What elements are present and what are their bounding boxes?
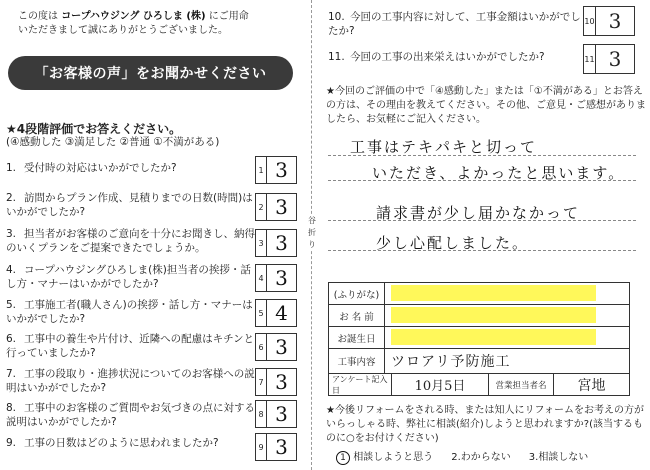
- question-3: [6, 227, 256, 255]
- answer-value: 4: [275, 301, 288, 325]
- question-text: 工事施工者(職人さん)の挨拶・話し方・マナーはいかがでしたか?: [6, 299, 253, 325]
- survey-date-label: アンケート記入日: [329, 374, 392, 395]
- question-number: 10.: [328, 11, 345, 23]
- question-text: コープハウジングひろしま(株)担当者の挨拶・話し方・マナーはいかがでしたか?: [6, 264, 251, 290]
- question-text: 工事中のお客様のご質問やお気づきの点に対する説明はいかがでしたか?: [6, 402, 255, 428]
- furigana-field[interactable]: [385, 283, 629, 304]
- intro-post: にご用命: [208, 11, 249, 22]
- comment-handwriting-2: いただき、よかったと思います。: [372, 164, 626, 182]
- option-1-label: 相談しようと思う: [353, 452, 434, 463]
- question-number: 7.: [6, 368, 17, 380]
- answer-box-2[interactable]: [255, 193, 297, 221]
- redaction-highlight: [391, 329, 596, 345]
- answer-box-6[interactable]: [255, 333, 297, 361]
- redaction-highlight: [391, 307, 596, 323]
- answer-index: 9: [256, 434, 267, 460]
- answer-box-3[interactable]: [255, 229, 297, 257]
- answer-index: 11: [584, 45, 596, 73]
- question-number: 1.: [6, 162, 17, 174]
- staff-value[interactable]: 宮地: [577, 377, 606, 394]
- birthday-field[interactable]: [385, 327, 629, 348]
- answer-value: 3: [275, 370, 288, 394]
- answer-box-8[interactable]: [255, 400, 297, 428]
- option-1-number: 1: [336, 451, 350, 465]
- answer-box-10[interactable]: [583, 6, 635, 36]
- answer-box-5[interactable]: [255, 299, 297, 327]
- answer-value: 3: [275, 195, 288, 219]
- question-6: [6, 332, 256, 360]
- company-name: コープハウジング ひろしま (株): [61, 11, 206, 22]
- question-text: 受付時の対応はいかがでしたか?: [24, 162, 177, 174]
- question-1: [6, 161, 256, 175]
- option-1[interactable]: [336, 448, 433, 465]
- customer-info-table: [328, 282, 630, 396]
- question-number: 5.: [6, 299, 17, 311]
- redaction-highlight: [391, 285, 596, 301]
- answer-box-9[interactable]: [255, 433, 297, 461]
- work-field[interactable]: [385, 349, 629, 373]
- answer-box-11[interactable]: [583, 44, 635, 74]
- answer-index: 4: [256, 265, 267, 291]
- question-7: [6, 367, 256, 395]
- answer-value: 3: [608, 47, 622, 71]
- left-column: [0, 0, 305, 470]
- question-number: 11.: [328, 51, 345, 63]
- question-8: [6, 401, 256, 429]
- birthday-label: お誕生日: [329, 327, 385, 348]
- comment-handwriting-1: 工事はテキパキと切って: [350, 138, 538, 156]
- furigana-label: (ふりがな): [329, 283, 385, 304]
- question-text: 工事中の養生や片付け、近隣への配慮はキチンと行っていましたか?: [6, 333, 255, 359]
- question-5: [6, 298, 256, 326]
- question-text: 訪問からプラン作成、見積りまでの日数(時間)はいかがでしたか?: [6, 192, 253, 218]
- furigana-row: [329, 283, 629, 305]
- name-field[interactable]: [385, 305, 629, 326]
- question-number: 8.: [6, 402, 17, 414]
- question-number: 4.: [6, 264, 17, 276]
- question-number: 2.: [6, 192, 17, 204]
- answer-value: 3: [275, 402, 288, 426]
- question-number: 3.: [6, 228, 17, 240]
- answer-value: 3: [608, 9, 622, 33]
- intro-line2: いただきまして誠にありがとうございました。: [18, 25, 228, 36]
- future-question: ★今後リフォームをされる時、または知人にリフォームをお考えの方がいらっしゃる時、弊社に相談(紹介)しようと思われますか?(該当するものに○をお付けください): [326, 405, 644, 444]
- banner-title: 「お客様の声」をお聞かせください: [34, 66, 267, 82]
- name-row: [329, 305, 629, 327]
- intro-pre: この度は: [18, 11, 58, 22]
- answer-index: 8: [256, 401, 267, 427]
- staff-label: 営業担当者名: [489, 374, 554, 395]
- intro-text: [18, 10, 303, 38]
- question-text: 工事の日数はどのように思われましたか?: [24, 437, 219, 449]
- option-2-number: 2: [451, 452, 458, 463]
- option-2-label: わからない: [460, 452, 511, 463]
- survey-meta-row: [329, 374, 629, 395]
- option-3[interactable]: 3.相談しない: [528, 452, 589, 463]
- answer-value: 3: [275, 266, 288, 290]
- fold-label: 谷折り: [305, 215, 319, 251]
- answer-index: 10: [584, 7, 596, 35]
- work-value: ツロアリ予防施工: [391, 354, 511, 370]
- right-column: [320, 0, 650, 470]
- comment-handwriting-4: 少し心配しました。: [376, 234, 530, 252]
- answer-box-7[interactable]: [255, 368, 297, 396]
- question-number: 6.: [6, 333, 17, 345]
- answer-index: 5: [256, 300, 267, 326]
- work-label: 工事内容: [329, 349, 385, 373]
- answer-box-4[interactable]: [255, 264, 297, 292]
- question-text: 工事の段取り・進捗状況についてのお客様への説明はいかがでしたか?: [6, 368, 255, 394]
- answer-index: 3: [256, 230, 267, 256]
- comment-instructions: ★今回のご評価の中で「④感動した」または「①不満がある」とお答えの方は、その理由を教えてください。その他、ご意見・ご感想がありましたら、お気軽にご記入ください。: [326, 86, 646, 125]
- question-10: [328, 10, 583, 38]
- answer-index: 7: [256, 369, 267, 395]
- evaluation-title: ★4段階評価でお答えください。: [6, 122, 182, 136]
- evaluation-legend: (④感動した ③満足した ②普通 ①不満がある): [6, 136, 220, 148]
- comment-handwriting-3: 請求書が少し届かなかって: [376, 204, 581, 222]
- question-text: 担当者がお客様のご意向を十分にお聞きし、納得のいくプランをご提案できたでしょうか。: [6, 228, 255, 254]
- answer-value: 3: [275, 335, 288, 359]
- option-3-number: 3: [528, 452, 536, 463]
- answer-index: 1: [256, 157, 267, 183]
- question-11: [328, 50, 583, 64]
- answer-value: 3: [275, 158, 288, 182]
- answer-index: 6: [256, 334, 267, 360]
- answer-index: 2: [256, 194, 267, 220]
- question-4: [6, 263, 256, 291]
- future-options: [336, 448, 588, 465]
- question-text: 今回の工事の出来栄えはいかがでしたか?: [350, 51, 545, 63]
- survey-date-value[interactable]: 10月5日: [392, 374, 489, 395]
- answer-value: 3: [275, 231, 288, 255]
- voice-banner: [8, 56, 293, 90]
- answer-value: 3: [275, 435, 288, 459]
- question-9: [6, 436, 256, 450]
- question-text: 今回の工事内容に対して、工事金額はいかがでしたか?: [328, 11, 581, 37]
- answer-box-1[interactable]: [255, 156, 297, 184]
- option-2[interactable]: 2.わからない: [451, 452, 511, 463]
- work-row: [329, 349, 629, 374]
- name-label: お 名 前: [329, 305, 385, 326]
- option-3-label: 相談しない: [538, 452, 589, 463]
- question-number: 9.: [6, 437, 17, 449]
- birthday-row: [329, 327, 629, 349]
- question-2: [6, 191, 256, 219]
